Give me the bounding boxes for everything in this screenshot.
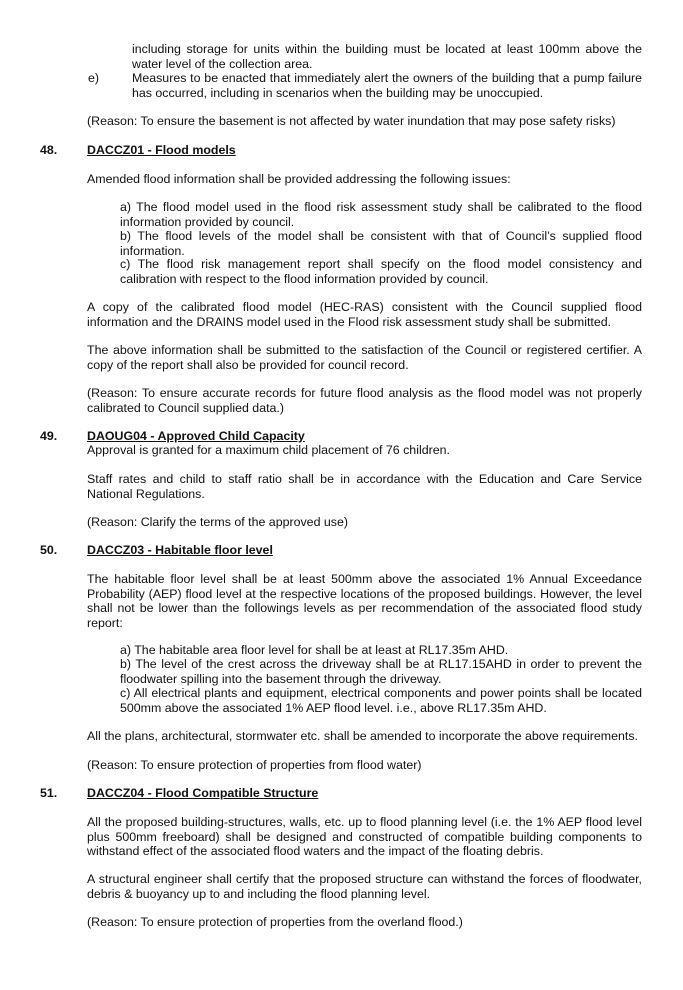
paragraph: The habitable floor level shall be at least 500mm above the associated 1% Annual Exceedance Probability (AEP) flood level at the respective locations of the proposed buildings. However, the level shall not be lower than the followings levels as per recommendation of the associated flood study report: <box>87 572 642 630</box>
continued-paragraph: including storage for units within the building must be located at least 100mm above the water level of the collection area. <box>132 42 642 71</box>
reason-text: (Reason: To ensure accurate records for future flood analysis as the flood model was not properly calibrated to Council supplied data.) <box>87 386 642 415</box>
condition-heading: DACCZ01 - Flood models <box>87 143 236 157</box>
paragraph: All the proposed building-structures, walls, etc. up to flood planning level (i.e. the 1% AEP flood level plus 500mm freeboard) shall be designed and constructed of compatible building components to withstand effect of the associated flood waters and the impact of the floating debris. <box>87 815 642 858</box>
reason-text: (Reason: Clarify the terms of the approved use) <box>87 515 349 529</box>
paragraph: Staff rates and child to staff ratio shall be in accordance with the Education and Care Service National Regulations. <box>87 472 642 501</box>
condition-heading: DACCZ03 - Habitable floor level <box>87 543 273 557</box>
list-item: b) The flood levels of the model shall be consistent with that of Council’s supplied flood information. <box>120 229 642 258</box>
reason-text: (Reason: To ensure protection of properties from flood water) <box>87 758 422 772</box>
condition-number: 50. <box>40 543 58 557</box>
list-item: c) All electrical plants and equipment, electrical components and power points shall be located 500mm above the associated 1% AEP flood level. i.e., above RL17.35m AHD. <box>120 686 642 715</box>
reason-text: (Reason: To ensure protection of properties from the overland flood.) <box>87 915 463 929</box>
paragraph: Amended flood information shall be provided addressing the following issues: <box>87 172 511 186</box>
reason-text: (Reason: To ensure the basement is not affected by water inundation that may pose safety risks) <box>87 114 616 128</box>
condition-heading: DAOUG04 - Approved Child Capacity <box>87 429 305 443</box>
item-e-text: Measures to be enacted that immediately alert the owners of the building that a pump failure has occurred, including in scenarios when the building may be unoccupied. <box>132 71 642 100</box>
item-e-label: e) <box>88 71 100 85</box>
list-item: a) The flood model used in the flood risk assessment study shall be calibrated to the flood information provided by council. <box>120 200 642 229</box>
condition-heading: DACCZ04 - Flood Compatible Structure <box>87 786 319 800</box>
list-item: a) The habitable area floor level for shall be at least at RL17.35m AHD. <box>120 643 509 657</box>
condition-number: 51. <box>40 786 58 800</box>
paragraph: Approval is granted for a maximum child placement of 76 children. <box>87 443 450 457</box>
condition-number: 49. <box>40 429 58 443</box>
condition-number: 48. <box>40 143 58 157</box>
paragraph: A structural engineer shall certify that the proposed structure can withstand the forces of floodwater, debris & buoyancy up to and including the flood planning level. <box>87 872 642 901</box>
paragraph: A copy of the calibrated flood model (HEC-RAS) consistent with the Council supplied flood information and the DRAINS model used in the Flood risk assessment study shall be submitted. <box>87 300 642 329</box>
list-item: c) The flood risk management report shall specify on the flood model consistency and calibration with respect to the flood information provided by council. <box>120 257 642 286</box>
list-item: b) The level of the crest across the driveway shall be at RL17.15AHD in order to prevent the floodwater spilling into the basement through the driveway. <box>120 657 642 686</box>
paragraph: The above information shall be submitted to the satisfaction of the Council or registered certifier. A copy of the report shall also be provided for council record. <box>87 343 642 372</box>
paragraph: All the plans, architectural, stormwater etc. shall be amended to incorporate the above requirements. <box>87 729 638 743</box>
